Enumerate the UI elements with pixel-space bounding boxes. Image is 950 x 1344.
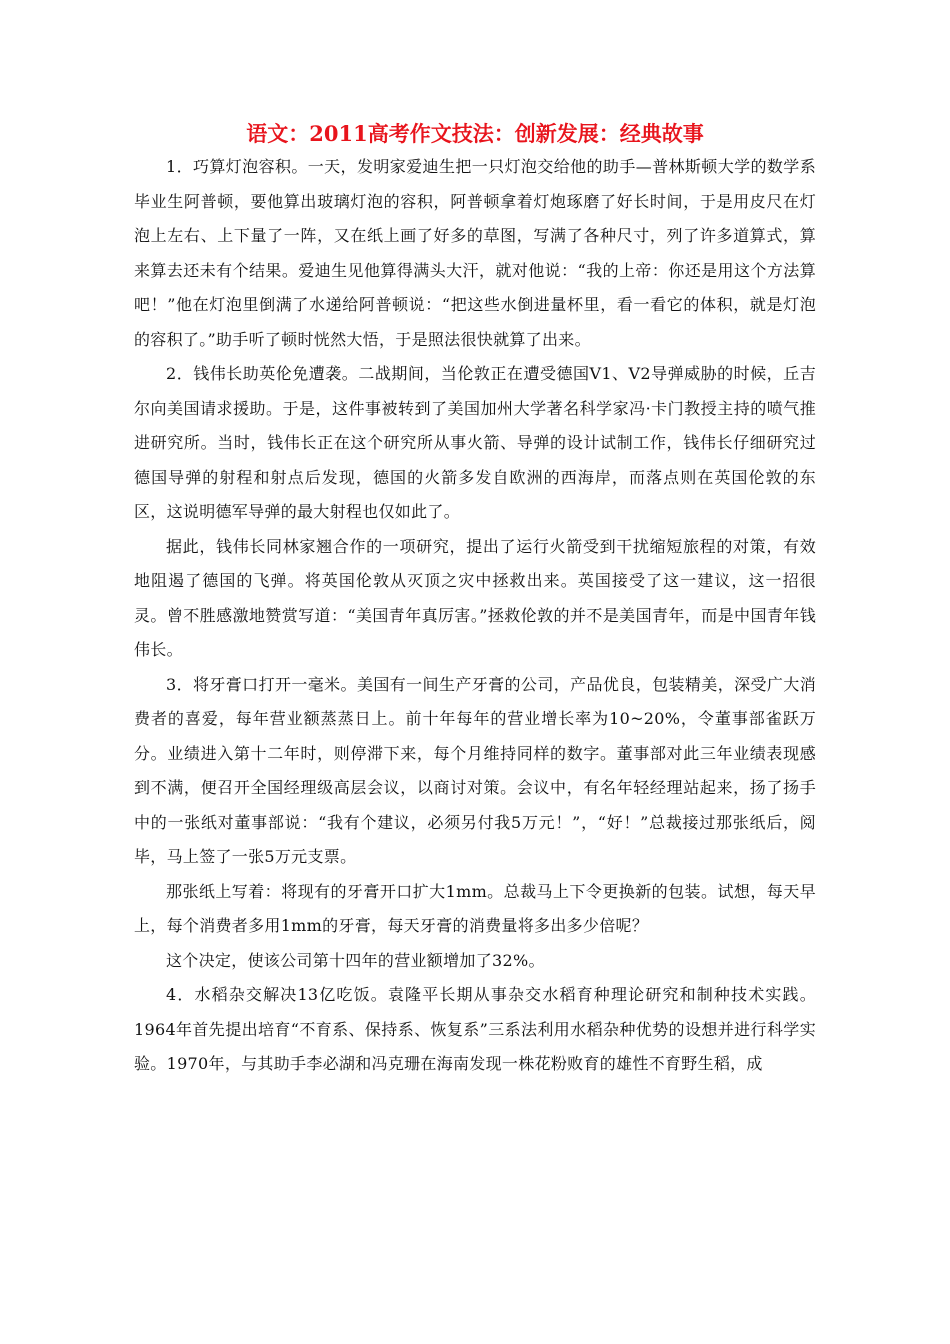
paragraph-story-3-result: 这个决定，使该公司第十四年的营业额增加了32%。 bbox=[166, 950, 545, 970]
paragraph-story-4: 4．水稻杂交解决13亿吃饭。袁隆平长期从事杂交水稻育种理论研究和制种技术实践。1964年首先提出培育“不育系、保持系、恢复系”三系法利用水稻杂种优势的设想并进行科学实验。1970年，与其助手李必湖和冯克珊在海南发现一株花粉败育的雄性不育野生稻，成 bbox=[134, 985, 816, 1073]
paragraph-story-1: 1．巧算灯泡容积。一天，发明家爱迪生把一只灯泡交给他的助手—普林斯顿大学的数学系毕业生阿普顿，要他算出玻璃灯泡的容积，阿普顿拿着灯炮琢磨了好长时间，于是用皮尺在灯泡上左右、上下量了一阵，又在纸上画了好多的草图，写满了各种尺寸，列了许多道算式，算来算去还未有个结果。爱迪生见他算得满头大汗，就对他说：“我的上帝：你还是用这个方法算吧！”他在灯泡里倒满了水递给阿普顿说：“把这些水倒进量杯里，看一看它的体积，就是灯泡的容积了。”助手听了顿时恍然大悟，于是照法很快就算了出来。 bbox=[134, 157, 816, 349]
paragraph-story-3: 3．将牙膏口打开一毫米。美国有一间生产牙膏的公司，产品优良，包装精美，深受广大消费者的喜爱，每年营业额蒸蒸日上。前十年每年的营业增长率为10~20%，令董事部雀跃万分。业绩进入第十二年时，则停滞下来，每个月维持同样的数字。董事部对此三年业绩表现感到不满，便召开全国经理级高层会议，以商讨对策。会议中，有名年轻经理站起来，扬了扬手中的一张纸对董事部说：“我有个建议，必须另付我5万元！”，“好！”总裁接过那张纸后，阅毕，马上签了一张5万元支票。 bbox=[134, 674, 816, 866]
document-page bbox=[134, 118, 816, 1082]
paragraph-story-2: 2．钱伟长助英伦免遭袭。二战期间，当伦敦正在遭受德国V1、V2导弹威胁的时候，丘吉尔向美国请求援助。于是，这件事被转到了美国加州大学著名科学家冯·卡门教授主持的喷气推进研究所。当时，钱伟长正在这个研究所从事火箭、导弹的设计试制工作，钱伟长仔细研究过德国导弹的射程和射点后发现，德国的火箭多发自欧洲的西海岸，而落点则在英国伦敦的东区，这说明德军导弹的最大射程也仅如此了。 bbox=[134, 364, 816, 521]
document-title: 语文：2011高考作文技法：创新发展：经典故事 bbox=[246, 121, 704, 146]
paragraph-story-3-continued: 那张纸上写着：将现有的牙膏开口扩大1mm。总裁马上下令更换新的包装。试想，每天早上，每个消费者多用1mm的牙膏，每天牙膏的消费量将多出多少倍呢？ bbox=[134, 881, 816, 935]
paragraph-story-2-continued: 据此，钱伟长同林家翘合作的一项研究，提出了运行火箭受到干扰缩短旅程的对策，有效地阻遏了德国的飞弹。将英国伦敦从灭顶之灾中拯救出来。英国接受了这一建议，这一招很灵。曾不胜感激地赞赏写道：“美国青年真厉害。”拯救伦敦的并不是美国青年，而是中国青年钱伟长。 bbox=[134, 536, 816, 659]
